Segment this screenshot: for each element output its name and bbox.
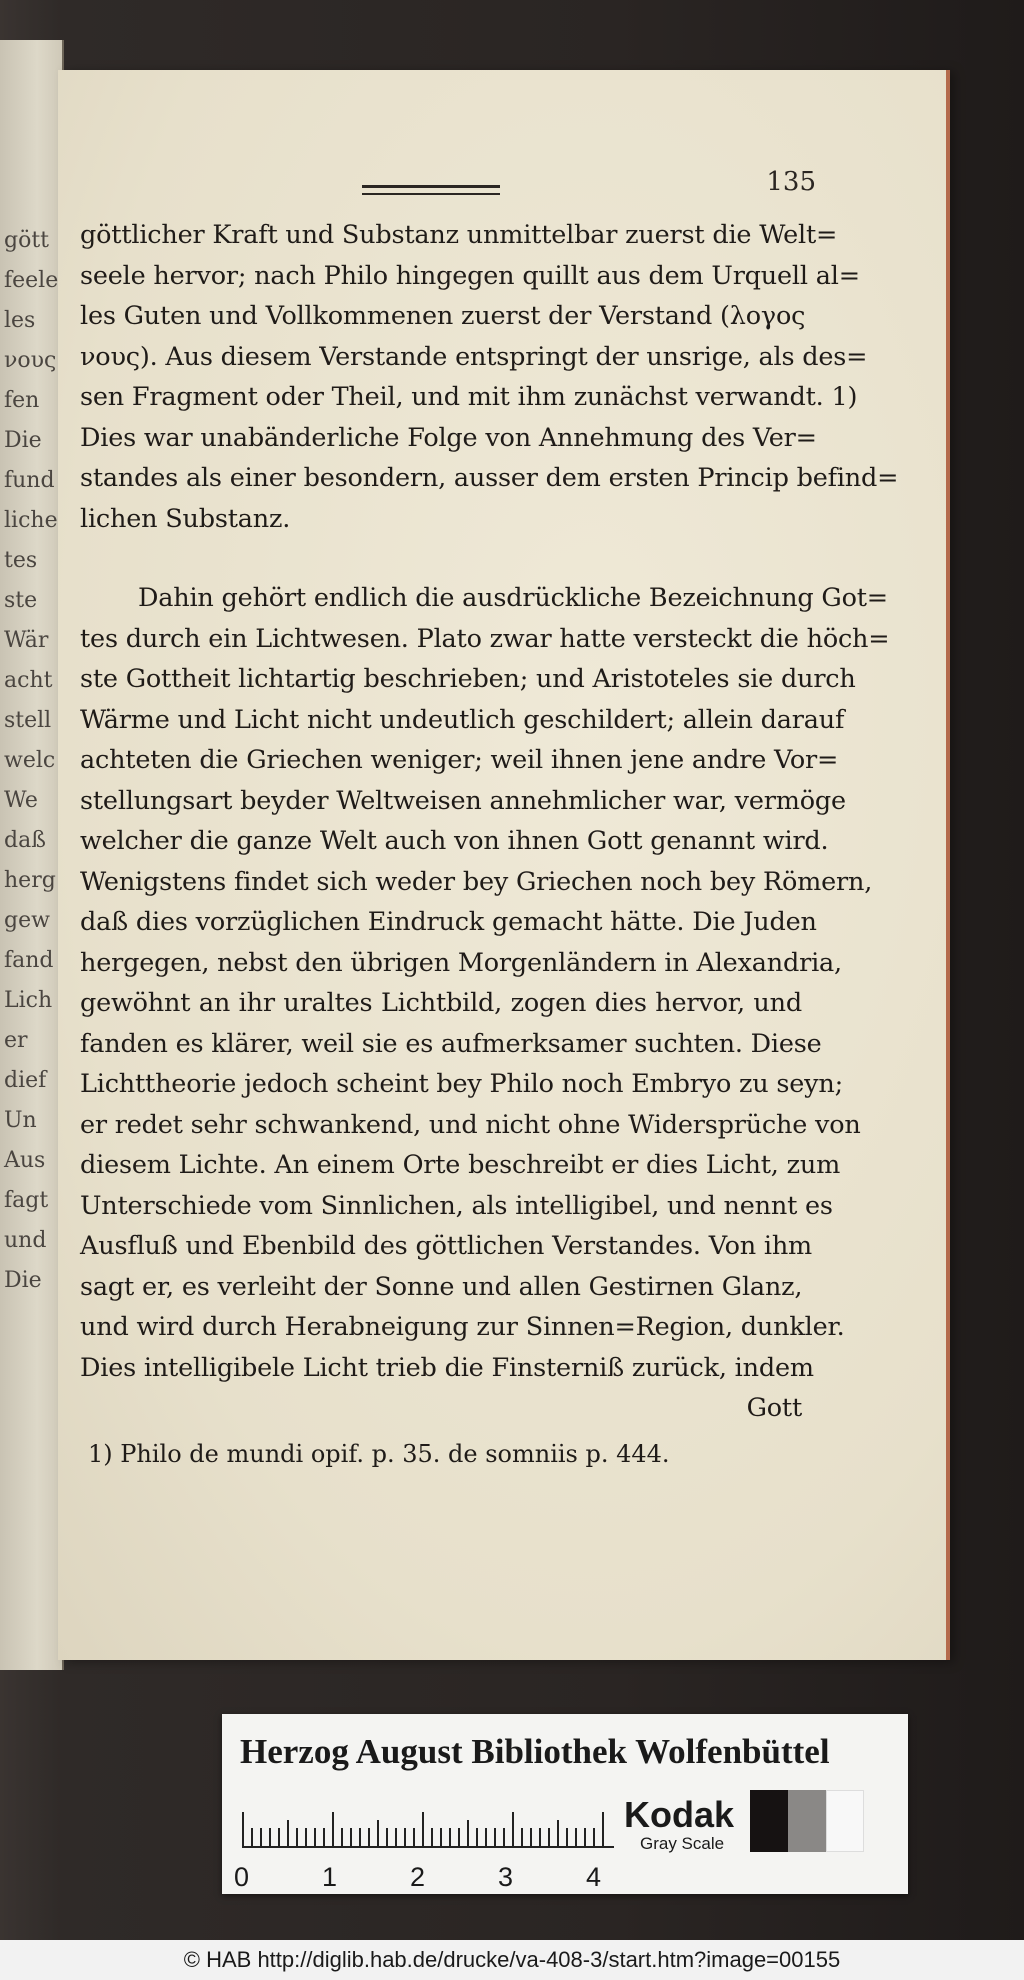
ruler-tick bbox=[575, 1828, 577, 1846]
adjacent-page-fragment: fand bbox=[4, 948, 54, 973]
catchword: Gott bbox=[746, 1393, 802, 1423]
ruler-tick bbox=[314, 1828, 316, 1846]
gray-swatches bbox=[750, 1790, 900, 1852]
text-line: seele hervor; nach Philo hingegen quillt aus dem Urquell al= bbox=[80, 260, 860, 291]
ruler-tick bbox=[467, 1820, 469, 1846]
ruler-tick bbox=[260, 1828, 262, 1846]
adjacent-page-fragment: gew bbox=[4, 908, 50, 933]
text-line: standes als einer besondern, ausser dem ersten Princip befind= bbox=[80, 463, 899, 493]
adjacent-page-fragment: Lich bbox=[4, 988, 53, 1013]
ruler-label: 3 bbox=[498, 1862, 514, 1892]
ruler-tick bbox=[602, 1812, 604, 1846]
text-line: göttlicher Kraft und Substanz unmittelbar zuerst die Welt= bbox=[80, 220, 838, 250]
adjacent-page-fragment: gött bbox=[4, 228, 50, 253]
adjacent-page-fragment: Aus bbox=[4, 1148, 46, 1173]
ruler-tick bbox=[287, 1820, 289, 1846]
ruler-tick bbox=[305, 1828, 307, 1846]
text-line: diesem Lichte. An einem Orte beschreibt er dies Licht, zum bbox=[80, 1150, 841, 1180]
color-target-card bbox=[222, 1714, 908, 1894]
adjacent-page-fragment: ste bbox=[4, 588, 38, 613]
ruler-label: 0 bbox=[234, 1862, 250, 1892]
ruler-tick bbox=[584, 1828, 586, 1846]
book-page bbox=[58, 70, 946, 1660]
ruler-tick bbox=[278, 1828, 280, 1846]
text-line: tes durch ein Lichtwesen. Plato zwar hatte versteckt die höch= bbox=[80, 623, 890, 654]
text-line: sen Fragment oder Theil, und mit ihm zunächst verwandt. 1) bbox=[80, 382, 858, 412]
text-line: les Guten und Vollkommenen zuerst der Verstand (λογος bbox=[80, 301, 806, 331]
text-line: er redet sehr schwankend, und nicht ohne Widersprüche von bbox=[80, 1109, 861, 1140]
header-rule bbox=[362, 185, 500, 195]
adjacent-page-edge bbox=[0, 40, 64, 1670]
paragraph-2 bbox=[80, 578, 890, 1388]
ruler-tick bbox=[431, 1828, 433, 1846]
text-line: νους). Aus diesem Verstande entspringt der unsrige, als des= bbox=[80, 341, 868, 372]
adjacent-page-fragment: feele bbox=[4, 268, 59, 293]
footnote: 1) Philo de mundi opif. p. 35. de somniis p. 444. bbox=[88, 1440, 670, 1468]
adjacent-page-fragment: er bbox=[4, 1028, 28, 1053]
adjacent-page-fragment: We bbox=[4, 788, 38, 813]
ruler-tick bbox=[368, 1828, 370, 1846]
adjacent-page-fragment: und bbox=[4, 1228, 47, 1253]
text-line: Unterschiede vom Sinnlichen, als intelligibel, und nennt es bbox=[80, 1190, 833, 1221]
copyright-footer: © HAB http://diglib.hab.de/drucke/va-408-3/start.htm?image=00155 bbox=[0, 1940, 1024, 1980]
text-line: welcher die ganze Welt auch von ihnen Gott genannt wird. bbox=[80, 826, 829, 856]
body-text bbox=[80, 215, 899, 1429]
adjacent-page-fragment: dief bbox=[4, 1068, 47, 1093]
black-swatch bbox=[750, 1790, 788, 1852]
text-line: achteten die Griechen weniger; weil ihnen jene andre Vor= bbox=[80, 745, 839, 775]
ruler-tick bbox=[494, 1828, 496, 1846]
adjacent-page-fragment: liche bbox=[4, 508, 58, 533]
adjacent-page-fragment: stell bbox=[4, 708, 52, 733]
ruler-tick bbox=[395, 1828, 397, 1846]
ruler-tick bbox=[251, 1828, 253, 1846]
adjacent-page-fragment: νους bbox=[4, 348, 57, 373]
adjacent-page-fragment: Wär bbox=[4, 628, 49, 653]
ruler-tick bbox=[566, 1828, 568, 1846]
text-line: fanden es klärer, weil sie es aufmerksamer suchten. Diese bbox=[80, 1028, 822, 1059]
text-line: lichen Substanz. bbox=[80, 503, 291, 534]
text-line: Dahin gehört endlich die ausdrückliche Bezeichnung Got= bbox=[138, 583, 888, 613]
text-line: Dies war unabänderliche Folge von Annehmung des Ver= bbox=[80, 422, 817, 453]
adjacent-page-fragment: fagt bbox=[4, 1188, 49, 1213]
ruler-label: 4 bbox=[586, 1862, 602, 1892]
gray-scale-label: Gray Scale bbox=[640, 1834, 725, 1853]
text-line: sagt er, es verleiht der Sonne und allen Gestirnen Glanz, bbox=[80, 1271, 803, 1302]
ruler-tick bbox=[458, 1828, 460, 1846]
ruler bbox=[242, 1800, 614, 1856]
ruler-tick bbox=[377, 1820, 379, 1846]
ruler-tick bbox=[512, 1812, 514, 1846]
adjacent-page-fragment: daß bbox=[4, 828, 46, 853]
ruler-label: 2 bbox=[410, 1862, 426, 1892]
ruler-tick bbox=[413, 1828, 415, 1846]
ruler-tick bbox=[449, 1828, 451, 1846]
ruler-tick bbox=[422, 1812, 424, 1846]
ruler-tick bbox=[332, 1812, 334, 1846]
text-line: Wenigstens findet sich weder bey Griechen noch bey Römern, bbox=[80, 866, 873, 897]
adjacent-page-fragment: herg bbox=[4, 868, 56, 893]
ruler-tick bbox=[503, 1828, 505, 1846]
ruler-tick bbox=[593, 1828, 595, 1846]
text-line: und wird durch Herabneigung zur Sinnen=Region, dunkler. bbox=[80, 1312, 845, 1342]
ruler-tick bbox=[521, 1828, 523, 1846]
adjacent-page-fragment: welc bbox=[4, 748, 56, 773]
ruler-tick bbox=[404, 1828, 406, 1846]
kodak-brand: Kodak bbox=[624, 1794, 735, 1835]
adjacent-page-fragment: Die bbox=[4, 428, 42, 453]
adjacent-page-fragment: Un bbox=[4, 1108, 37, 1133]
library-name: Herzog August Bibliothek Wolfenbüttel bbox=[240, 1732, 830, 1771]
adjacent-page-fragment: Die bbox=[4, 1268, 42, 1293]
text-line: hergegen, nebst den übrigen Morgenländern in Alexandria, bbox=[80, 947, 842, 978]
adjacent-page-fragment: fund bbox=[4, 468, 55, 493]
text-line: stellungsart beyder Weltweisen annehmlicher war, vermöge bbox=[80, 785, 846, 816]
ruler-labels bbox=[222, 1862, 642, 1892]
ruler-tick bbox=[557, 1820, 559, 1846]
ruler-tick bbox=[485, 1828, 487, 1846]
text-line: Lichttheorie jedoch scheint bey Philo noch Embryo zu seyn; bbox=[80, 1069, 843, 1099]
ruler-tick bbox=[530, 1828, 532, 1846]
ruler-tick bbox=[242, 1812, 244, 1846]
page-header bbox=[58, 165, 946, 205]
ruler-tick bbox=[548, 1828, 550, 1846]
ruler-tick bbox=[476, 1828, 478, 1846]
ruler-tick bbox=[539, 1828, 541, 1846]
ruler-tick bbox=[440, 1828, 442, 1846]
text-line: Ausfluß und Ebenbild des göttlichen Verstandes. Von ihm bbox=[80, 1231, 813, 1261]
ruler-tick bbox=[296, 1828, 298, 1846]
white-swatch bbox=[826, 1790, 864, 1852]
gray-swatch bbox=[788, 1790, 826, 1852]
ruler-tick bbox=[386, 1828, 388, 1846]
adjacent-page-fragment: acht bbox=[4, 668, 53, 693]
text-line: gewöhnt an ihr uraltes Lichtbild, zogen dies hervor, und bbox=[80, 988, 802, 1018]
adjacent-page-fragment: fen bbox=[4, 388, 40, 413]
text-line: daß dies vorzüglichen Eindruck gemacht hätte. Die Juden bbox=[80, 907, 817, 937]
adjacent-page-fragment: les bbox=[4, 308, 36, 333]
text-line: ste Gottheit lichtartig beschrieben; und Aristoteles sie durch bbox=[80, 664, 856, 694]
paragraph-1 bbox=[80, 215, 899, 539]
page-number: 135 bbox=[766, 167, 816, 197]
text-line: Wärme und Licht nicht undeutlich geschildert; allein darauf bbox=[80, 704, 845, 735]
ruler-tick bbox=[359, 1828, 361, 1846]
adjacent-page-fragment: tes bbox=[4, 548, 38, 573]
ruler-tick bbox=[341, 1828, 343, 1846]
text-line: Dies intelligibele Licht trieb die Finsterniß zurück, indem bbox=[80, 1352, 814, 1383]
ruler-tick bbox=[350, 1828, 352, 1846]
ruler-tick bbox=[269, 1828, 271, 1846]
ruler-label: 1 bbox=[322, 1862, 338, 1892]
ruler-tick bbox=[323, 1828, 325, 1846]
